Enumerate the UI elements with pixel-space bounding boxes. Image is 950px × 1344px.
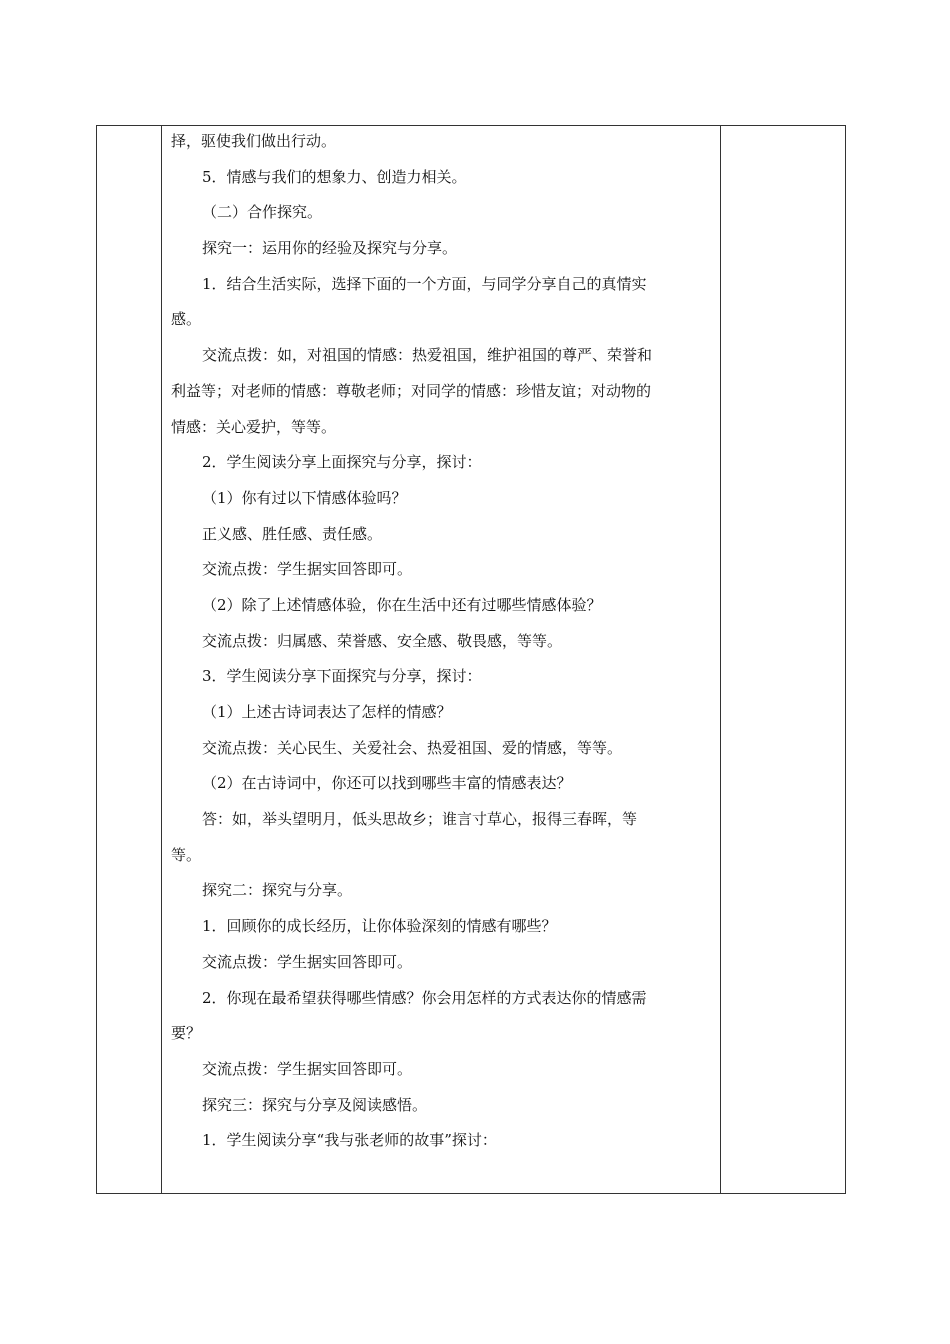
- text-line: 2．学生阅读分享上面探究与分享，探讨：: [202, 453, 482, 472]
- text-line: （2）在古诗词中，你还可以找到哪些丰富的情感表达？: [202, 774, 572, 793]
- text-line: 感。: [171, 310, 202, 329]
- text-line: （2）除了上述情感体验，你在生活中还有过哪些情感体验？: [202, 595, 602, 614]
- subsection-heading: 探究一：运用你的经验及探究与分享。: [202, 239, 458, 258]
- text-line: 交流点拨：如，对祖国的情感：热爱祖国，维护祖国的尊严、荣誉和: [202, 346, 653, 365]
- section-heading: （二）合作探究。: [202, 203, 323, 222]
- subsection-heading: 探究三：探究与分享及阅读感悟。: [202, 1095, 428, 1114]
- text-line: 交流点拨：学生据实回答即可。: [202, 560, 413, 579]
- text-line: 正义感、胜任感、责任感。: [202, 524, 383, 543]
- text-line: 交流点拨：学生据实回答即可。: [202, 1059, 413, 1078]
- subsection-heading: 探究二：探究与分享。: [202, 881, 353, 900]
- column-divider-left: [161, 126, 162, 1193]
- text-line: 1．回顾你的成长经历，让你体验深刻的情感有哪些？: [202, 917, 557, 936]
- text-line: 1．学生阅读分享“我与张老师的故事”探讨：: [202, 1131, 497, 1150]
- text-line: 答：如，举头望明月，低头思故乡；谁言寸草心，报得三春晖，等: [202, 810, 638, 829]
- text-line: （1）你有过以下情感体验吗？: [202, 488, 407, 507]
- text-line: 交流点拨：学生据实回答即可。: [202, 952, 413, 971]
- text-line: 5．情感与我们的想象力、创造力相关。: [202, 167, 467, 186]
- text-line: （1）上述古诗词表达了怎样的情感？: [202, 703, 452, 721]
- text-line: 3．学生阅读分享下面探究与分享，探讨：: [202, 667, 482, 686]
- text-line: 利益等；对老师的情感：尊敬老师；对同学的情感：珍惜友谊；对动物的: [171, 381, 652, 400]
- lesson-content: [171, 124, 713, 1159]
- text-line: 交流点拨：关心民生、关爱社会、热爱祖国、爱的情感，等等。: [202, 738, 623, 757]
- text-line: 等。: [171, 845, 202, 864]
- text-line: 要？: [171, 1024, 202, 1043]
- text-line: 1．结合生活实际，选择下面的一个方面，与同学分享自己的真情实: [202, 274, 647, 293]
- text-line: 交流点拨：归属感、荣誉感、安全感、敬畏感，等等。: [202, 631, 563, 650]
- text-line: 情感：关心爱护，等等。: [171, 417, 337, 436]
- text-line: 2．你现在最希望获得哪些情感？你会用怎样的方式表达你的情感需: [202, 988, 647, 1007]
- column-divider-right: [720, 126, 721, 1193]
- text-line: 择，驱使我们做出行动。: [171, 132, 337, 150]
